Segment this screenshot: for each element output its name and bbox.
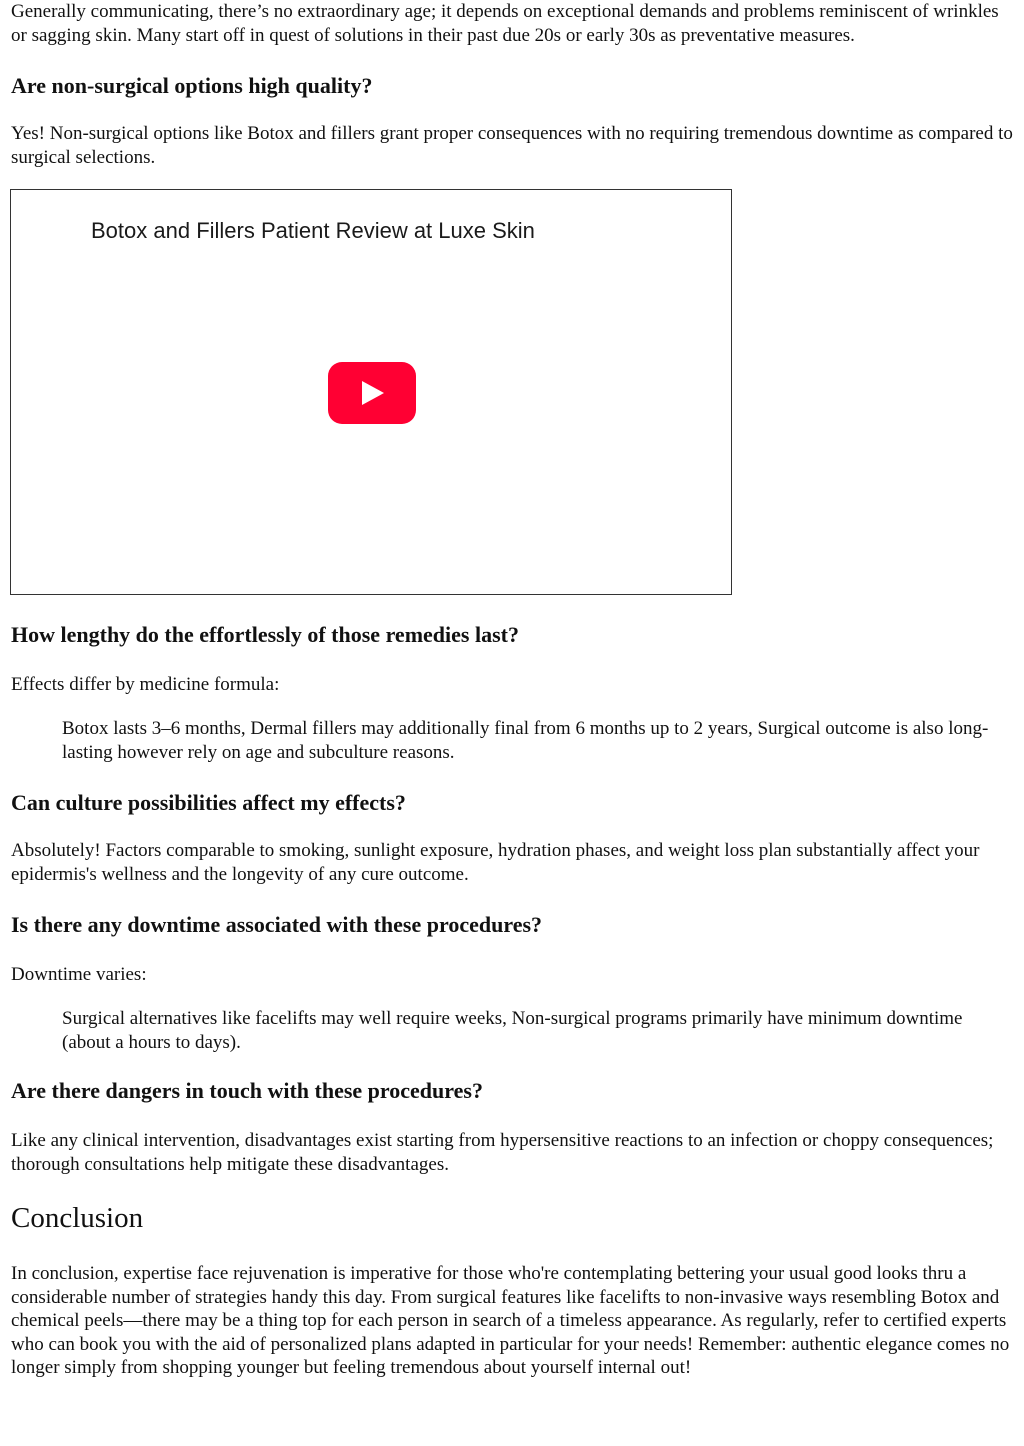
conclusion-paragraph: In conclusion, expertise face rejuvenation is imperative for those who're contemplating bettering your usual good looks thru a considerable number of strategies handy this day. From surgical features like facelifts to non-invasive ways resembling Botox and chemical peels—there may be a thing top for each person in search of a timeless appearance. As regularly, refer to certified experts who can book you with the aid of personalized plans adapted in particular for your needs! Remember: authentic elegance comes no longer simply from shopping younger but feeling tremendous about yourself internal out! [11,1263,1010,1378]
faq-heading-risks: Are there dangers in touch with these procedures? [11,1078,483,1103]
faq-heading-lifestyle-effects: Can culture possibilities affect my effects? [11,790,406,815]
faq-downtime-quote: Surgical alternatives like facelifts may well require weeks, Non-surgical programs primarily have minimum downtime (about a hours to days). [62,1008,963,1053]
video-play-button[interactable] [328,362,416,424]
faq-answer-non-surgical-quality: Yes! Non-surgical options like Botox and fillers grant proper consequences with no requiring tremendous downtime as compared to surgical selections. [11,123,1013,168]
faq-answer-downtime-intro: Downtime varies: [11,964,147,985]
faq-results-duration-quote: Botox lasts 3–6 months, Dermal fillers may additionally final from 6 months up to 2 years, Surgical outcome is also long-lasting however rely on age and subculture reasons. [62,718,989,763]
conclusion-heading: Conclusion [11,1202,144,1234]
faq-heading-non-surgical-quality: Are non-surgical options high quality? [11,73,373,98]
video-title[interactable]: Botox and Fillers Patient Review at Luxe Skin [91,218,535,243]
faq-answer-lifestyle-effects: Absolutely! Factors comparable to smoking, sunlight exposure, hydration phases, and weight loss plan substantially affect your epidermis's wellness and the longevity of any cure outcome. [11,840,980,885]
faq-heading-downtime: Is there any downtime associated with these procedures? [11,912,543,937]
faq-heading-results-duration: How lengthy do the effortlessly of those remedies last? [11,622,519,647]
faq-answer-results-duration-intro: Effects differ by medicine formula: [11,674,280,695]
embedded-video-player[interactable] [10,189,732,595]
youtube-play-icon[interactable] [328,362,416,424]
intro-paragraph: Generally communicating, there’s no extraordinary age; it depends on exceptional demands and problems reminiscent of wrinkles or sagging skin. Many start off in quest of solutions in their past due 20s or early 30s as preventative measures. [11,1,999,46]
faq-answer-risks: Like any clinical intervention, disadvantages exist starting from hypersensitive reactions to an infection or choppy consequences; thorough consultations help mitigate these disadvantages. [11,1130,994,1175]
